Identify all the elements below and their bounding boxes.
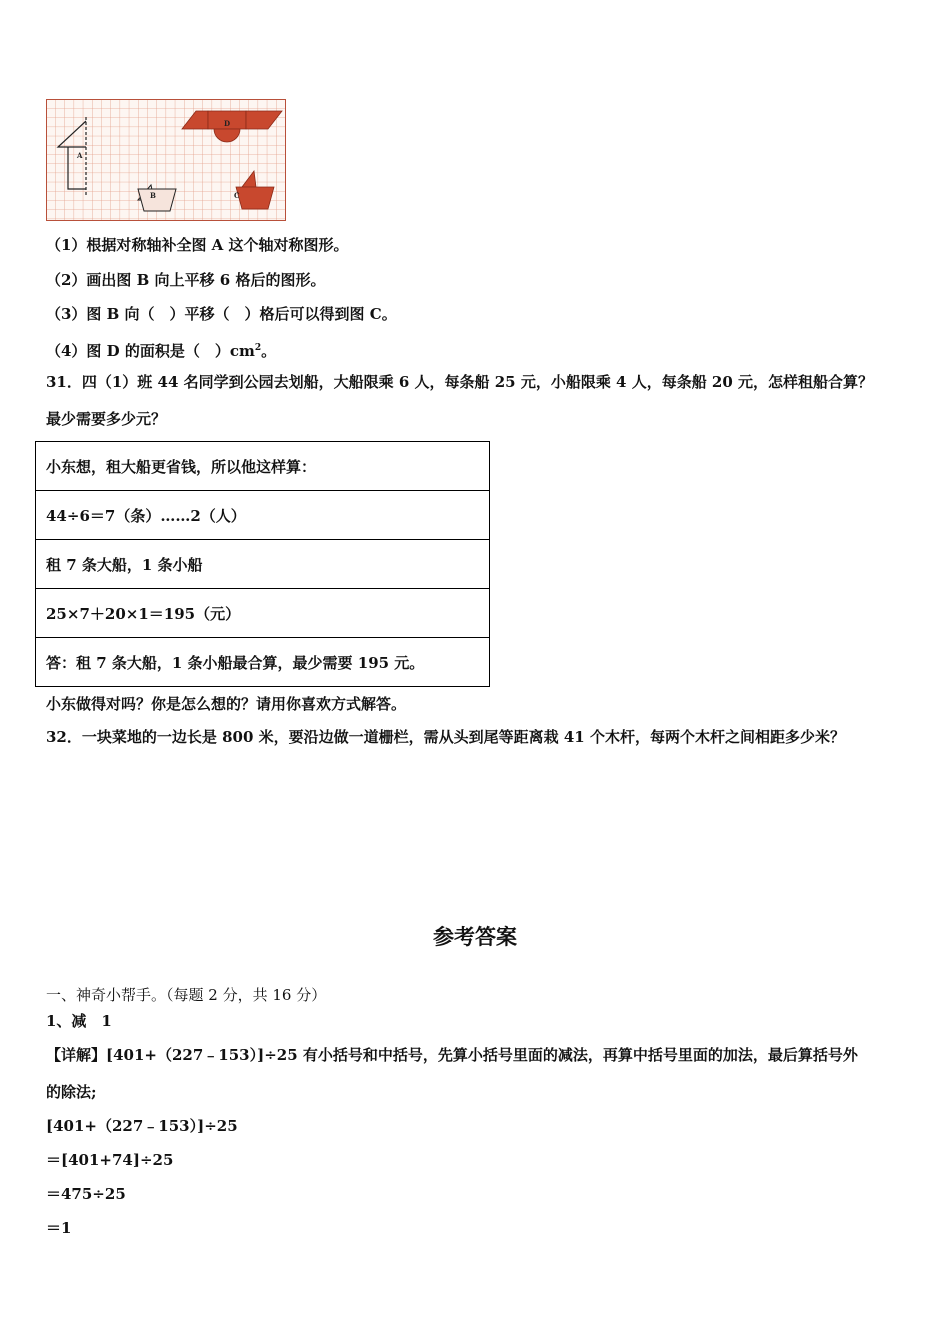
answer-item1: 1、减 1 (46, 1012, 112, 1030)
label-a: A (77, 151, 83, 160)
table-row (36, 442, 490, 491)
q30-part1: （1）根据对称轴补全图 A 这个轴对称图形。 (46, 236, 349, 254)
calc-step2: ＝[401+74]÷25 (46, 1151, 174, 1169)
table-row (36, 540, 490, 589)
q31-line1: 31．四（1）班 44 名同学到公园去划船，大船限乘 6 人，每条船 25 元，小船限乘 4 人，每条船 20 元，怎样租船合算？ (46, 373, 874, 391)
detail-line2: 的除法; (46, 1083, 97, 1101)
table-cell: 租 7 条大船，1 条小船 (36, 540, 490, 589)
table-row (36, 638, 490, 687)
q30-part2: （2）画出图 B 向上平移 6 格后的图形。 (46, 271, 326, 289)
q30-part4-text: （4）图 D 的面积是（ ）cm (46, 342, 255, 360)
q30-part3: （3）图 B 向（ ）平移（ ）格后可以得到图 C。 (46, 305, 397, 323)
detail-line1: 【详解】[401+（227﹣153）]÷25 有小括号和中括号，先算小括号里面的减法，再算中括号里面的加法，最后算括号外 (46, 1046, 858, 1064)
q30-part4-end: 。 (261, 342, 277, 360)
table-row (36, 589, 490, 638)
label-b: B (150, 191, 156, 200)
table-cell: 25×7＋20×1＝195（元） (36, 589, 490, 638)
table-cell: 答：租 7 条大船，1 条小船最合算，最少需要 195 元。 (36, 638, 490, 687)
table-cell: 44÷6＝7（条）……2（人） (36, 491, 490, 540)
calc-step3: ＝475÷25 (46, 1185, 126, 1203)
solution-table (35, 441, 490, 687)
calc-step4: ＝1 (46, 1219, 72, 1237)
label-d: D (224, 119, 231, 128)
calc-step1: [401+（227﹣153）]÷25 (46, 1117, 238, 1135)
grid-figure (46, 99, 286, 221)
table-cell: 小东想，租大船更省钱，所以他这样算： (36, 442, 490, 491)
q31-after: 小东做得对吗？你是怎么想的？请用你喜欢方式解答。 (46, 695, 407, 713)
q31-line2: 最少需要多少元？ (46, 410, 167, 428)
answer-section: 一、神奇小帮手。（每题 2 分，共 16 分） (46, 986, 327, 1004)
table-row (36, 491, 490, 540)
q32: 32．一块菜地的一边长是 800 米，要沿边做一道栅栏，需从头到尾等距离栽 41 个木杆，每两个木杆之间相距多少米？ (46, 728, 845, 746)
answer-title: 参考答案 (433, 924, 517, 949)
label-c: C (234, 191, 240, 200)
shape-b (138, 185, 176, 211)
q30-part4-sup: 2 (254, 343, 262, 353)
q30-part4 (46, 338, 276, 361)
